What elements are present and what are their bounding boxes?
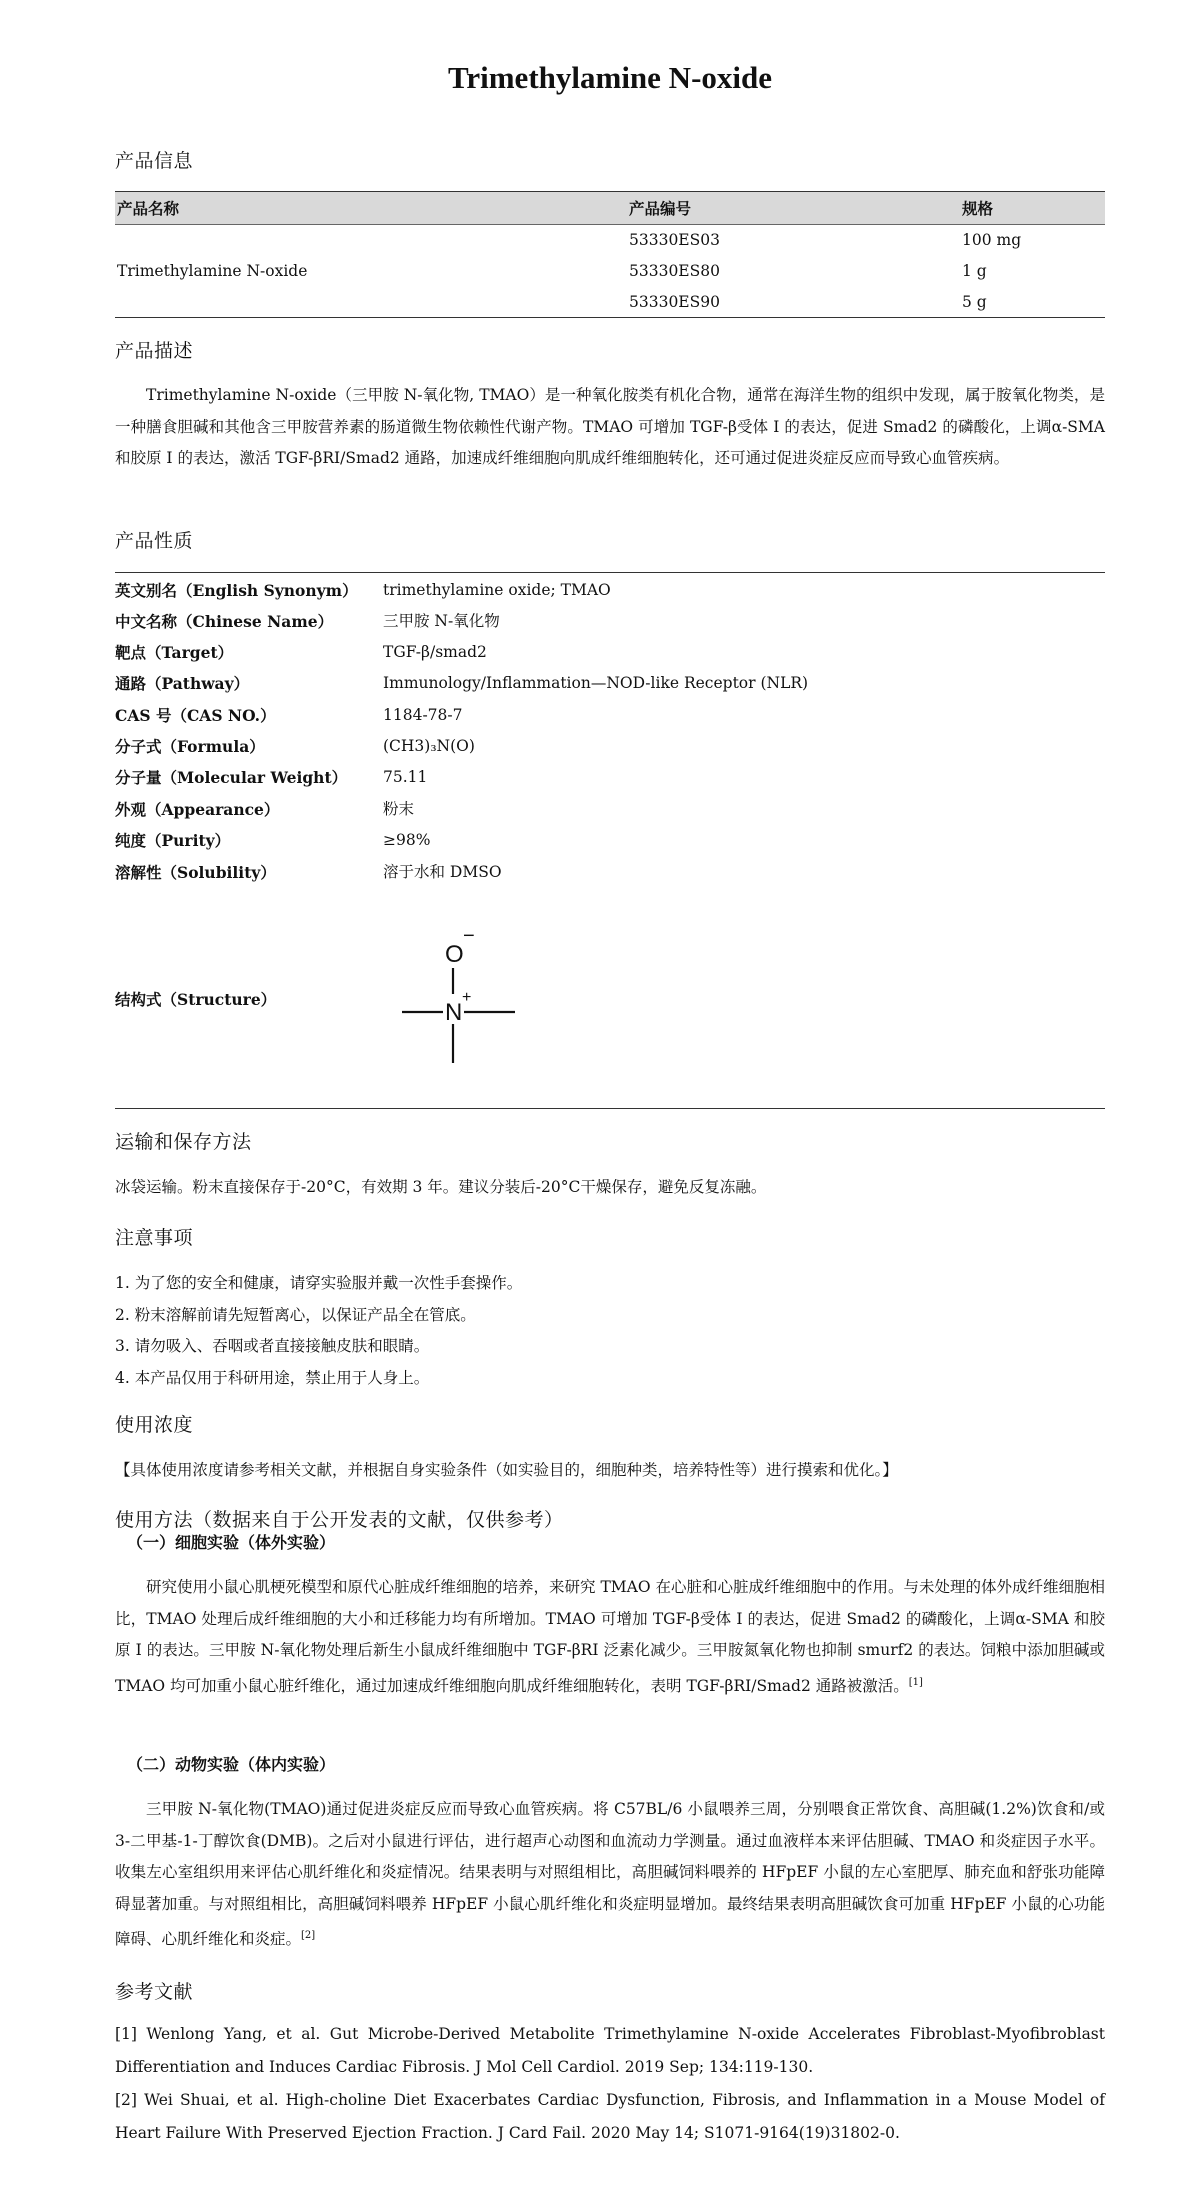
property-label: 中文名称（Chinese Name） xyxy=(115,612,334,631)
spec-cell: 100 mg xyxy=(962,231,1022,250)
property-value: 溶于水和 DMSO xyxy=(383,863,502,881)
section-title-product-info: 产品信息 xyxy=(115,150,194,172)
reference-item: [2] Wei Shuai, et al. High-choline Diet Exacerbates Cardiac Dysfunction, Fibrosis, and Inflammation in a Mouse Model of Heart Failure With Preserved Ejection Fraction. J Card Fail. 2020 May 14; S1071-9164(19)31802-0. xyxy=(115,2091,1105,2142)
section-title-description: 产品描述 xyxy=(115,340,194,362)
property-value: trimethylamine oxide; TMAO xyxy=(383,581,611,599)
document-title: Trimethylamine N-oxide xyxy=(447,60,773,95)
property-label: 通路（Pathway） xyxy=(115,674,250,693)
product-info-table xyxy=(115,191,1105,318)
cell-experiment-text xyxy=(115,1572,1105,1702)
header-product-name: 产品名称 xyxy=(115,192,627,225)
product-code-cell: 53330ES03 xyxy=(629,231,720,250)
subsection-title-cell-experiment: （一）细胞实验（体外实验） xyxy=(127,1533,336,1552)
table-row xyxy=(115,225,1105,256)
storage-text: 冰袋运输。粉末直接保存于-20°C，有效期 3 年。建议分装后-20°C干燥保存，避免反复冻融。 xyxy=(115,1178,767,1196)
citation-2: [2] xyxy=(301,1930,316,1941)
oxygen-charge-label: − xyxy=(463,925,475,947)
section-title-references: 参考文献 xyxy=(115,1981,194,2003)
property-value: 三甲胺 N-氧化物 xyxy=(383,612,500,630)
product-name-cell: Trimethylamine N-oxide xyxy=(115,225,627,318)
header-spec: 规格 xyxy=(960,192,1105,225)
properties-bottom-divider xyxy=(115,1108,1105,1109)
subsection-title-animal-experiment: （二）动物实验（体内实验） xyxy=(127,1755,336,1774)
section-title-properties: 产品性质 xyxy=(115,530,194,552)
nitrogen-charge-label: + xyxy=(462,989,472,1006)
animal-experiment-body: 三甲胺 N-氧化物(TMAO)通过促进炎症反应而导致心血管疾病。将 C57BL/6 小鼠喂养三周，分别喂食正常饮食、高胆碱(1.2%)饮食和/或 3-二甲基-1-丁醇饮食(DMB)。之后对小鼠进行评估，进行超声心动图和血流动力学测量。通过血液样本来评估胆碱、TMAO 和炎症因子水平。收集左心室组织用来评估心肌纤维化和炎症情况。结果表明与对照组相比，高胆碱饲料喂养的 HFpEF 小鼠的左心室肥厚、肺充血和舒张功能障碍显著加重。与对照组相比，高胆碱饲料喂养 HFpEF 小鼠心肌纤维化和炎症明显增加。最终结果表明高胆碱饮食可加重 HFpEF 小鼠的心功能障碍、心肌纤维化和炎症。 xyxy=(115,1800,1105,1949)
animal-experiment-text xyxy=(115,1794,1105,1956)
property-value: (CH3)₃N(O) xyxy=(383,737,475,755)
structure-diagram xyxy=(400,920,550,1080)
section-title-concentration: 使用浓度 xyxy=(115,1414,194,1436)
product-code-cell: 53330ES90 xyxy=(627,287,960,318)
reference-item: [1] Wenlong Yang, et al. Gut Microbe-Derived Metabolite Trimethylamine N-oxide Accelerates Fibroblast-Myofibroblast Differentiation and Induces Cardiac Fibrosis. J Mol Cell Cardiol. 2019 Sep; 134:119-130. xyxy=(115,2025,1105,2076)
property-label: 分子式（Formula） xyxy=(115,737,265,756)
property-value: Immunology/Inflammation—NOD-like Receptor (NLR) xyxy=(383,674,809,692)
list-item: 1. 为了您的安全和健康，请穿实验服并戴一次性手套操作。 xyxy=(115,1274,523,1292)
list-item: 3. 请勿吸入、吞咽或者直接接触皮肤和眼睛。 xyxy=(115,1337,430,1355)
description-text: Trimethylamine N-oxide（三甲胺 N-氧化物, TMAO）是一种氧化胺类有机化合物，通常在海洋生物的组织中发现，属于胺氧化物类，是一种膳食胆碱和其他含三甲胺营养素的肠道微生物依赖性代谢产物。TMAO 可增加 TGF-β受体 I 的表达，促进 Smad2 的磷酸化，上调α-SMA 和胶原 I 的表达，激活 TGF-βRI/Smad2 通路，加速成纤维细胞向肌成纤维细胞转化，还可通过促进炎症反应而导致心血管疾病。 xyxy=(115,386,1105,467)
property-label: 外观（Appearance） xyxy=(115,800,280,819)
property-label: 溶解性（Solubility） xyxy=(115,863,276,882)
table-header-row xyxy=(115,192,1105,225)
property-value: TGF-β/smad2 xyxy=(383,643,487,661)
nitrogen-atom-label: N xyxy=(445,999,463,1026)
property-label: 纯度（Purity） xyxy=(115,831,231,850)
property-label: 分子量（Molecular Weight） xyxy=(115,768,348,787)
properties-top-divider xyxy=(115,572,1105,573)
spec-cell: 5 g xyxy=(960,287,1105,318)
property-value: 1184-78-7 xyxy=(383,706,463,724)
property-value: 粉末 xyxy=(383,800,415,818)
property-value: ≥98% xyxy=(383,831,431,849)
notes-list xyxy=(115,1268,522,1394)
property-value: 75.11 xyxy=(383,768,428,786)
oxygen-atom-label: O xyxy=(445,941,464,968)
spec-cell: 1 g xyxy=(962,262,987,280)
concentration-text: 【具体使用浓度请参考相关文献，并根据自身实验条件（如实验目的，细胞种类，培养特性等）进行摸索和优化。】 xyxy=(115,1461,898,1479)
header-product-code: 产品编号 xyxy=(627,192,960,225)
list-item: 4. 本产品仅用于科研用途，禁止用于人身上。 xyxy=(115,1368,430,1387)
cell-experiment-body: 研究使用小鼠心肌梗死模型和原代心脏成纤维细胞的培养，来研究 TMAO 在心脏和心脏成纤维细胞中的作用。与未处理的体外成纤维细胞相比，TMAO 处理后成纤维细胞的大小和迁移能力均有所增加。TMAO 可增加 TGF-β受体 I 的表达，促进 Smad2 的磷酸化，上调α-SMA 和胶原 I 的表达。三甲胺 N-氧化物处理后新生小鼠成纤维细胞中 TGF-βRI 泛素化减少。三甲胺氮氧化物也抑制 smurf2 的表达。饲粮中添加胆碱或 TMAO 均可加重小鼠心脏纤维化，通过加速成纤维细胞向肌成纤维细胞转化，表明 TGF-βRI/Smad2 通路被激活。 xyxy=(115,1578,1105,1695)
section-title-storage: 运输和保存方法 xyxy=(115,1131,252,1153)
property-label: CAS 号（CAS NO.） xyxy=(115,706,276,725)
list-item: 2. 粉末溶解前请先短暂离心，以保证产品全在管底。 xyxy=(115,1305,476,1324)
property-label: 靶点（Target） xyxy=(115,643,234,662)
citation-1: [1] xyxy=(908,1676,923,1688)
property-label: 英文别名（English Synonym） xyxy=(115,581,358,600)
property-label: 结构式（Structure） xyxy=(115,990,277,1009)
product-code-cell: 53330ES80 xyxy=(629,262,720,280)
section-title-notes: 注意事项 xyxy=(115,1227,194,1249)
section-title-method: 使用方法（数据来自于公开发表的文献，仅供参考） xyxy=(115,1509,564,1531)
